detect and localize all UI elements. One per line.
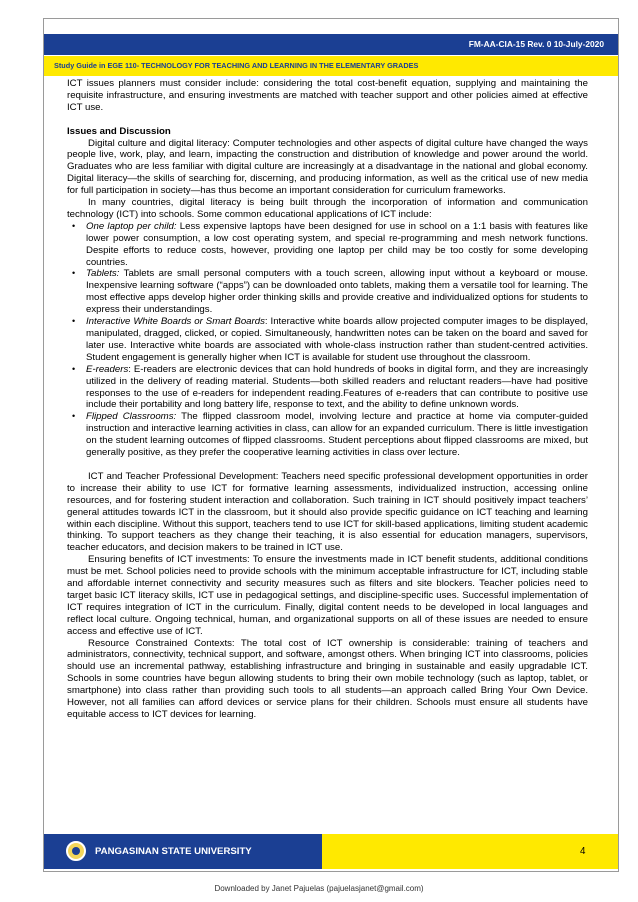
list-item — [72, 411, 588, 459]
list-item — [72, 220, 588, 269]
list-item-text: : Interactive white boards allow projected computer images to be displayed, manipulated, dragged, clicked, or copied. Simultaneously, handwritten notes can be taken on the board and saved for later use. Interactive white boards are associated with whole-class instruction rather than student-centred activities. Student engagement is generally higher when ICT is available for student use throughout the classroom. — [86, 316, 588, 363]
list-item-text: Tablets are small personal computers with a touch screen, allowing input without a keyboard or mouse. Inexpensive learning software (“apps”) can be downloaded onto tablets, making them a versatile tool for learning. The most effective apps develop higher order thinking skills and provide creative and individualized options for students to express their understandings. — [86, 268, 588, 316]
list-item-term: Interactive White Boards or Smart Boards — [86, 316, 265, 328]
paragraph-digital-culture: Digital culture and digital literacy: Computer technologies and other aspects of digital culture have changed the ways people live, work, play, and learn, impacting the construction and distribution of knowledge and power around the world. Graduates who are less familiar with digital culture are increasingly at a disadvantage in the national and global economy. Digital literacy—the skills of searching for, discerning, and producing information, as well as the critical use of new media for full participation in society—has thus become an important consideration for curriculum frameworks. — [67, 137, 588, 197]
section-heading: Issues and Discussion — [67, 125, 171, 137]
paragraph-many-countries: In many countries, digital literacy is being built through the incorporation of information and communication technology (ICT) into schools. Some common educational applications of ICT include: — [67, 197, 588, 220]
list-item-term: Flipped Classrooms: — [86, 411, 177, 423]
footer-yellow-band — [322, 834, 618, 869]
study-guide-bar — [44, 56, 618, 76]
university-seal-icon — [66, 841, 86, 861]
download-notice: Downloaded by Janet Pajuelas (pajuelasjanet@gmail.com) — [214, 884, 424, 893]
paragraph-resource-constrained: Resource Constrained Contexts: The total cost of ICT ownership is considerable: training of teachers and administrators, connectivity, technical support, and software, amongst others. When bringing ICT into classrooms, policies should use an incremental pathway, establishing infrastructure and bringing in sustainable and easily upgradable ICT. Schools in some countries have begun allowing students to bring their own mobile technology (such as laptop, tablet, or smartphone) into class rather than providing such tools to all students—an approach called Bring Your Own Device. However, not all families can afford devices or service plans for their children. Schools must ensure all students have equitable access to ICT devices for learning. — [67, 637, 588, 720]
list-item — [72, 363, 588, 412]
study-guide-title: Study Guide in EGE 110- TECHNOLOGY FOR TEACHING AND LEARNING IN THE ELEMENTARY GRADES — [54, 61, 419, 70]
bullet-icon: • — [72, 411, 76, 422]
paragraph-ict-investments: Ensuring benefits of ICT investments: To ensure the investments made in ICT benefit students, additional conditions must be met. School policies need to provide schools with the minimum acceptable infrastructure for ICT, including stable and affordable internet connectivity and security measures such as filters and site blockers. Teacher policies need to target basic ICT literacy skills, ICT use in pedagogical settings, and discipline-specific uses. Successful implementation of ICT requires integration of ICT in the curriculum. Finally, digital content needs to be developed in local languages and reflect local culture. Ongoing technical, human, and organizational supports on all of these issues are needed to ensure access and effective use of ICT. — [67, 554, 588, 637]
bullet-icon: • — [72, 363, 76, 374]
list-item-text: : E-readers are electronic devices that can hold hundreds of books in digital form, and they are increasingly utilized in the delivery of reading material. Students—both skilled readers and reluctant readers—have had positive responses to the use of e-readers for independent reading.Features of e-readers that can contribute to positive use include their portability and long battery life, response to text, and the ability to define unknown words. — [86, 363, 588, 411]
form-code: FM-AA-CIA-15 Rev. 0 10-July-2020 — [468, 39, 604, 49]
list-item-term: E-readers — [86, 363, 129, 375]
bullet-icon: • — [72, 316, 76, 327]
university-name: PANGASINAN STATE UNIVERSITY — [95, 846, 252, 857]
list-item-term: One laptop per child: — [86, 220, 177, 232]
bullet-icon: • — [72, 220, 76, 231]
document-body — [67, 78, 588, 721]
form-code-bar — [44, 34, 618, 55]
list-item — [72, 268, 588, 316]
bullet-icon: • — [72, 268, 76, 279]
page-number: 4 — [580, 846, 586, 857]
intro-paragraph: ICT issues planners must consider include: considering the total cost-benefit equation, supplying and maintaining the requisite infrastructure, and ensuring investments are matched with teacher support and other policies aimed at effective ICT use. — [67, 78, 588, 113]
paragraph-teacher-development: ICT and Teacher Professional Development: Teachers need specific professional development opportunities in order to increase their ability to use ICT for formative learning assessments, individualized instruction, accessing online resources, and for fostering student interaction and collaboration. Such training in ICT should positively impact teachers’ general attitudes towards ICT in the classroom, but it should also provide specific guidance on ICT teaching and learning within each discipline. Without this support, teachers tend to use ICT for skill-based applications, limiting student academic thinking. To support teachers as they change their teaching, it is also essential for education managers, supervisors, teacher educators, and decision makers to be trained in ICT use. — [67, 470, 588, 554]
list-item-text: Less expensive laptops have been designed for use in school on a 1:1 basis with features like lower power consumption, a low cost operating system, and special re-programming and mesh network functions. Despite efforts to reduce costs, however, providing one laptop per child may be too costly for some developing countries. — [86, 220, 588, 268]
ict-applications-list — [67, 221, 588, 459]
list-item-text: The flipped classroom model, involving lecture and practice at home via computer-guided instruction and interactive learning activities in class, can allow for an expanded curriculum. There is little investigation on the student learning outcomes of flipped classrooms. Student perceptions about flipped classrooms are mixed, but generally positive, as they prefer the cooperative learning activities in class over lecture. — [86, 411, 588, 459]
list-item-term: Tablets: — [86, 268, 120, 280]
list-item — [72, 316, 588, 364]
